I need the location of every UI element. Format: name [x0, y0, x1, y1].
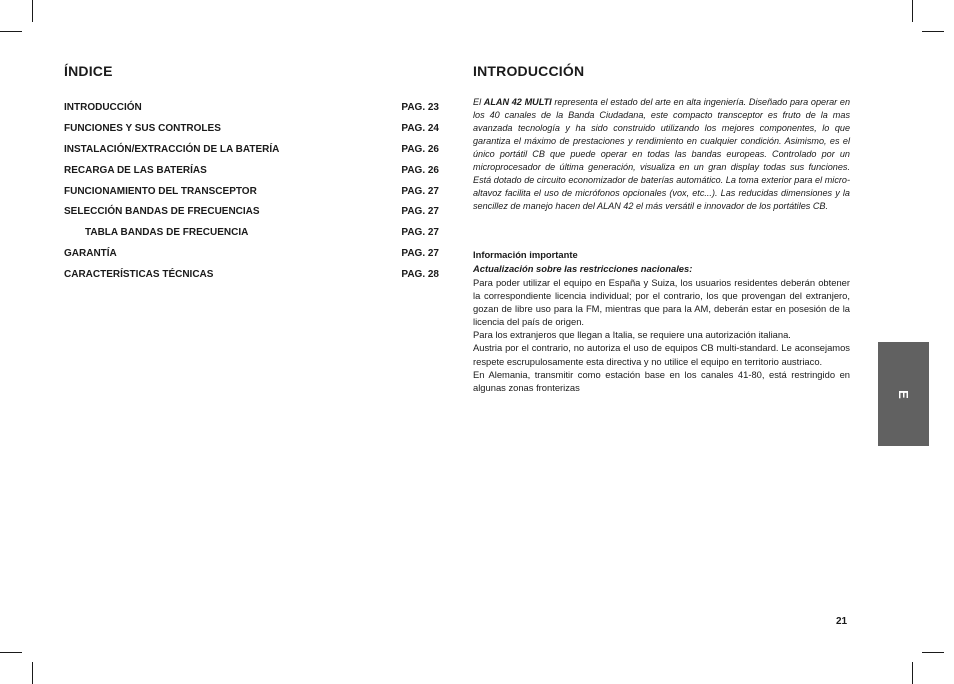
intro-body: representa el estado del arte en alta ingeniería. Diseñado para operar en los 40 canales de la Banda Ciudadana, este compacto transceptor es fruto de la mas avanzada tecnología y ha sido construido utilizando los mejores componentes, lo que garantiza el máximo de prestaciones y rendimiento en cualquier condición. Asimismo, es el único portátil CB que puede operar en todas las bandas europeas. Controlado por un microprocesador de última generación, visualiza en un gran display todas sus funciones. Está dotado de circuito economizador de baterías automático. La toma exterior para el micro-altavoz facilita el uso de micrófonos opcionales (vox, etc...). Las reducidas dimensiones y la sencillez de manejo hacen del ALAN 42 el más versátil e innovador de los portátiles CB. [473, 97, 850, 211]
toc-entry-title: GARANTÍA [64, 248, 117, 260]
toc-entry-instalacion[interactable] [64, 143, 439, 164]
intro-paragraph [473, 96, 850, 213]
restrictions-paragraph: Austria por el contrario, no autoriza el uso de equipos CB multi-standard. Le aconsejamos respete escrupulosamente esta directiva y no utilice el equipo en territorio austriaco. [473, 342, 850, 367]
toc-entry-title: INTRODUCCIÓN [64, 102, 142, 113]
crop-mark [32, 0, 33, 22]
intro-heading: INTRODUCCIÓN [473, 63, 585, 79]
restrictions-paragraph: En Alemania, transmitir como estación base en los canales 41-80, está restringido en algunas zonas fronterizas [473, 368, 850, 393]
page-number: 21 [836, 616, 848, 627]
important-info-title: Información importante [473, 249, 578, 260]
toc-entry-introduccion[interactable] [64, 101, 439, 122]
toc-entry-page: PAG. 26 [401, 164, 439, 176]
toc-entry-page: PAG. 23 [401, 102, 439, 113]
toc-entry-funcionamiento[interactable] [64, 185, 439, 206]
toc-entry-page: PAG. 27 [401, 185, 439, 197]
language-tab [878, 342, 929, 446]
toc-entry-page: PAG. 28 [401, 269, 439, 281]
crop-mark [32, 662, 33, 684]
toc-entry-title: FUNCIONAMIENTO DEL TRANSCEPTOR [64, 185, 257, 197]
toc-entry-title: INSTALACIÓN/EXTRACCIÓN DE LA BATERÍA [64, 143, 280, 155]
toc-entry-page: PAG. 27 [401, 227, 439, 239]
restrictions-paragraph: Para poder utilizar el equipo en España y Suiza, los usuarios residentes deberán obtener la correspondiente licencia individual; por el contrario, los que provengan del extranjero, gozan de libre uso para la FM, mientras que para la AM, deberán estar en posesión de la licencia del país de origen. [473, 277, 850, 328]
toc-entry-recarga[interactable] [64, 164, 439, 185]
toc-entry-page: PAG. 26 [401, 143, 439, 155]
product-name: ALAN 42 MULTI [483, 97, 552, 107]
crop-mark [0, 652, 22, 653]
toc-entry-funciones[interactable] [64, 122, 439, 143]
toc-entry-title: SELECCIÓN BANDAS DE FRECUENCIAS [64, 206, 260, 218]
crop-mark [0, 31, 22, 32]
crop-mark [922, 31, 944, 32]
toc-entry-title: CARACTERÍSTICAS TÉCNICAS [64, 269, 214, 281]
toc-entry-page: PAG. 27 [401, 248, 439, 260]
restrictions-text [473, 276, 850, 394]
toc-entry-seleccion[interactable] [64, 205, 439, 226]
toc-entry-tabla[interactable] [64, 226, 439, 247]
table-of-contents [64, 101, 439, 289]
toc-entry-garantia[interactable] [64, 247, 439, 268]
restrictions-paragraph: Para los extranjeros que llegan a Italia, se requiere una autorización italiana. [473, 329, 791, 341]
crop-mark [912, 662, 913, 684]
toc-entry-page: PAG. 27 [401, 206, 439, 218]
toc-entry-page: PAG. 24 [401, 122, 439, 134]
toc-entry-title: FUNCIONES Y SUS CONTROLES [64, 122, 221, 134]
toc-entry-caracteristicas[interactable] [64, 268, 439, 289]
restrictions-subtitle: Actualización sobre las restricciones nacionales: [473, 263, 693, 274]
index-heading: ÍNDICE [64, 63, 113, 79]
intro-prefix: El [473, 97, 484, 107]
toc-entry-title: TABLA BANDAS DE FRECUENCIA [85, 227, 249, 239]
crop-mark [912, 0, 913, 22]
language-tab-label: E [895, 389, 911, 399]
crop-mark [922, 652, 944, 653]
toc-entry-title: RECARGA DE LAS BATERÍAS [64, 164, 207, 176]
